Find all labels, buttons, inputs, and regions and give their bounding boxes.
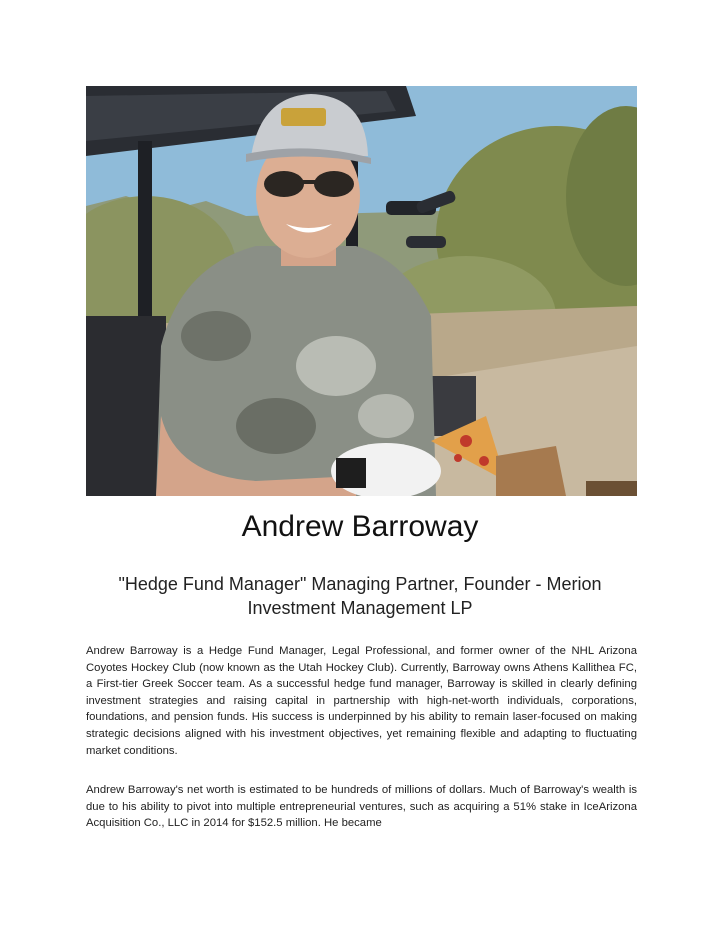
bio-paragraph: Andrew Barroway's net worth is estimated to be hundreds of millions of dollars. Much of Barroway's wealth is due to his ability to pivot into multiple entrepreneurial ventures, such as acquiring a 51% stake in IceArizona Acquisition Co., LLC in 2014 for $152.5 million. He became <box>86 784 637 830</box>
bio-paragraph: Andrew Barroway is a Hedge Fund Manager, Legal Professional, and former owner of the NHL Arizona Coyotes Hockey Club (now known as the Utah Hockey Club). Currently, Barroway owns Athens Kallithea FC, a First-tier Greek Soccer team. As a successful hedge fund manager, Barroway is skilled in clearly defining investment strategies and raising capital in partnership with high-net-worth individuals, corporations, foundations, and pension funds. His success is underpinned by his ability to remain laser-focused on making strategic decisions aligned with his investment objectives, yet remaining flexible and adapting to fluctuating market conditions. <box>86 645 637 757</box>
person-title: "Hedge Fund Manager" Managing Partner, Founder - Merion Investment Management LP <box>118 574 602 618</box>
golf-cart-photo-illustration <box>86 86 637 496</box>
profile-photo <box>86 86 637 496</box>
person-name: Andrew Barroway <box>241 510 479 543</box>
